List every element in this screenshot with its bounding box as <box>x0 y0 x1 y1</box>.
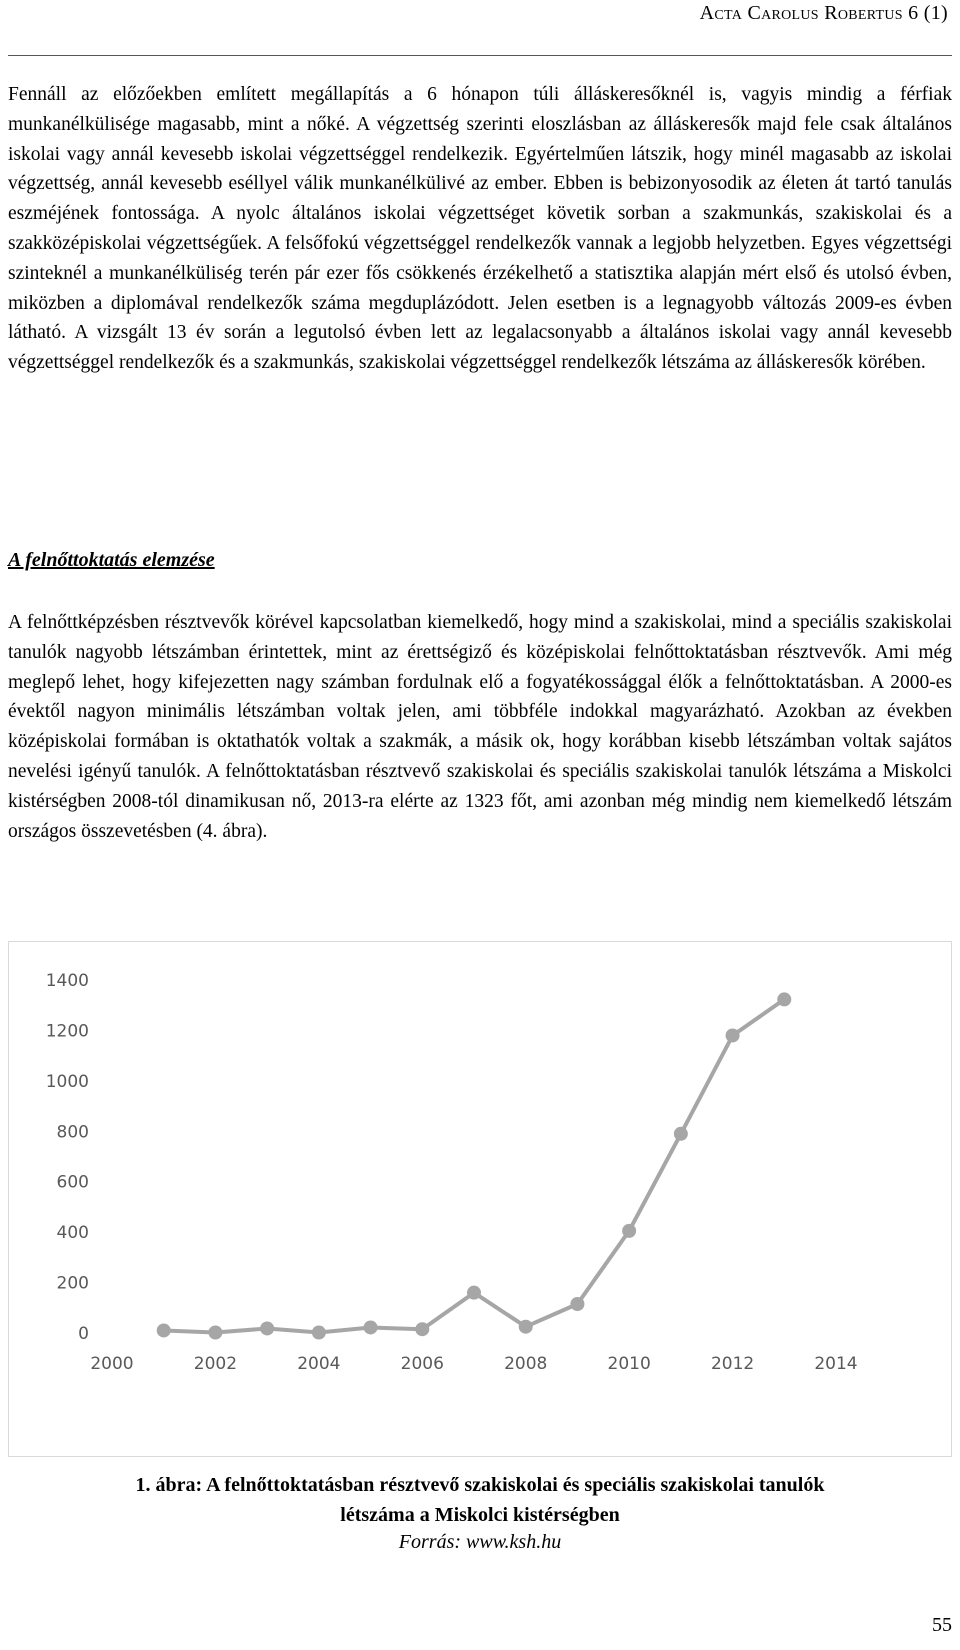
figure-chart <box>8 941 952 1457</box>
series-line <box>164 999 785 1332</box>
y-tick-label: 0 <box>78 1324 89 1344</box>
data-point <box>519 1320 533 1334</box>
data-point <box>260 1321 274 1335</box>
y-tick-label: 800 <box>56 1122 89 1143</box>
data-point <box>570 1297 584 1311</box>
running-header: Acta Carolus Robertus 6 (1) <box>699 2 948 24</box>
data-point <box>674 1127 688 1141</box>
data-point <box>415 1322 429 1336</box>
data-point <box>364 1320 378 1334</box>
y-tick-label: 1400 <box>45 971 89 991</box>
paragraph-unemployment: Fennáll az előzőekben említett megállapítás a 6 hónapon túli álláskeresőknél is, vagyis mindig a férfiak munkanélkülisége magasabb, mint a nőké. A végzettség szerinti eloszlásban az álláskeresők majd fele csak általános iskolai vagy annál kevesebb iskolai végzettséggel rendelkezik. Egyértelműen látszik, hogy minél magasabb az iskolai végzettség, annál kevesebb eséllyel válik munkanélkülivé az ember. Ebben is bebizonyosodik az életen át tartó tanulás eszméjének fontossága. A nyolc általános iskolai végzettséget követik sorban a szakmunkás, szakiskolai és a szakközépiskolai végzettségűek. A felsőfokú végzettséggel rendelkezők vannak a legjobb helyzetben. Egyes végzettségi szinteknél a munkanélküliség terén pár ezer fős csökkenés érzékelhető a statisztika alapján mért első és utolsó évben, miközben a diplomával rendelkezők száma megduplázódott. Jelen esetben is a legnagyobb változás 2009-es évben látható. A vizsgált 13 év során a legutolsó évben lett az legalacsonyabb a általános iskolai vagy annál kevesebb végzettséggel rendelkezők és a szakmunkás, szakiskolai végzettséggel rendelkezők létszáma az álláskeresők körében. <box>8 84 952 374</box>
paragraph-adult-education: A felnőttképzésben résztvevők körével kapcsolatban kiemelkedő, hogy mind a szakiskolai, mind a speciális szakiskolai tanulók nagyobb létszámban érintettek, mint az érettségiző és középiskolai felnőttoktatásban résztvevők. Ami még meglepő lehet, hogy kifejezetten nagy számban fordulnak elő a fogyatékossággal élők a felnőttoktatásban. A 2000-es évektől nagyon minimális létszámban voltak jelen, ami többféle indokkal magyarázható. Azokban az években középiskolai formában is oktathatók voltak a szakmák, a másik ok, hogy korábban kisebb létszámban voltak sajátos nevelési igényű tanulók. A felnőttoktatásban résztvevő szakiskolai és speciális szakiskolai tanulók létszáma a Miskolci kistérségben 2008-tól dinamikusan nő, 2013-ra elérte az 1323 főt, ami azonban még mindig nem kiemelkedő létszám országos összevetésben (4. ábra). <box>8 612 952 842</box>
y-tick-label: 200 <box>56 1273 89 1294</box>
data-point <box>622 1224 636 1238</box>
x-tick-label: 2000 <box>90 1354 134 1374</box>
y-tick-label: 400 <box>56 1223 89 1244</box>
data-point <box>208 1325 222 1339</box>
page-number: 55 <box>932 1614 952 1636</box>
figure-caption-line2: létszáma a Miskolci kistérségben <box>340 1504 620 1526</box>
data-point <box>777 992 791 1006</box>
x-tick-label: 2008 <box>504 1354 548 1374</box>
data-point <box>726 1028 740 1042</box>
x-tick-label: 2012 <box>710 1354 755 1374</box>
section-title: A felnőttoktatás elemzése <box>8 549 215 571</box>
figure-source: Forrás: www.ksh.hu <box>398 1531 562 1553</box>
data-point <box>157 1323 171 1337</box>
figure-caption-line1: A felnőttoktatásban résztvevő szakiskolai és speciális szakiskolai tanulók <box>202 1474 825 1496</box>
figure-caption <box>8 1470 952 1530</box>
figure-caption-separator: : <box>195 1474 203 1496</box>
x-tick-label: 2010 <box>607 1354 651 1374</box>
header-divider <box>8 55 952 56</box>
x-tick-label: 2002 <box>193 1354 238 1374</box>
line-chart <box>9 942 951 1456</box>
x-tick-label: 2014 <box>814 1354 858 1374</box>
y-tick-label: 600 <box>56 1172 89 1193</box>
figure-caption-label: 1. ábra <box>135 1474 196 1496</box>
y-tick-label: 1200 <box>45 1021 89 1042</box>
x-tick-label: 2004 <box>297 1354 341 1374</box>
data-point <box>312 1325 326 1339</box>
x-tick-label: 2006 <box>400 1354 444 1374</box>
data-point <box>467 1286 481 1300</box>
y-tick-label: 1000 <box>45 1071 89 1092</box>
